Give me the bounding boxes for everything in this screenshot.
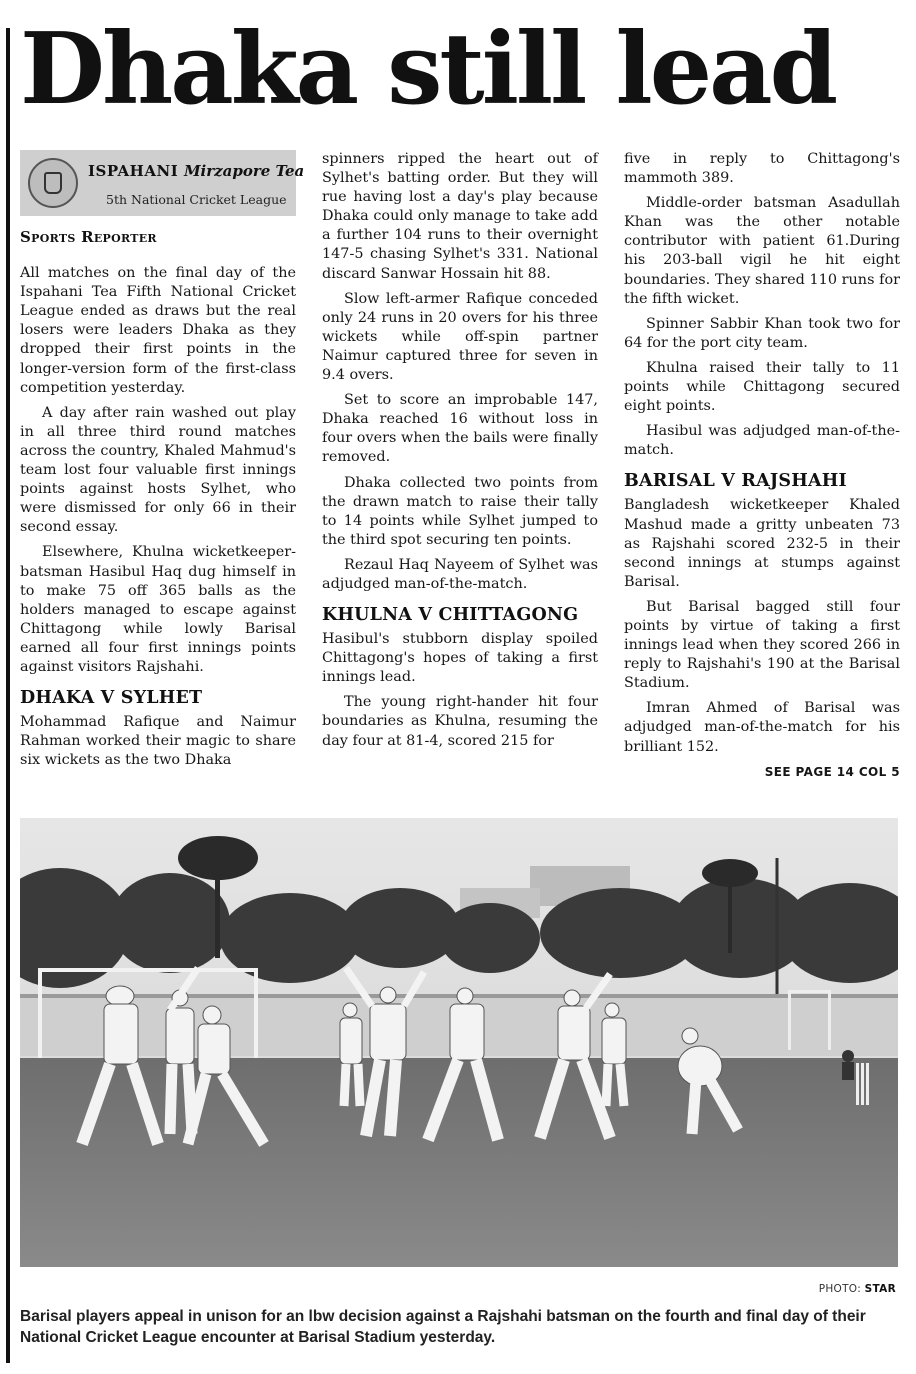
continuation-note: SEE PAGE 14 COL 5 bbox=[764, 764, 900, 779]
paragraph: Mohammad Rafique and Naimur Rahman worked their magic to share six wickets as the two Dhaka bbox=[20, 714, 296, 769]
ispahani-logo-icon bbox=[28, 158, 78, 208]
subhead-khulna-v-chittagong: KHULNA V CHITTAGONG bbox=[322, 605, 579, 626]
paragraph: Slow left-armer Rafique conceded only 24 runs in 20 overs for his three wickets while off-spin partner Naimur captured three for seven in 9.4 overs. bbox=[322, 290, 598, 384]
paragraph: Imran Ahmed of Barisal was adjudged man-of-the-match for his brilliant 152. bbox=[624, 700, 900, 755]
paragraph: Dhaka collected two points from the drawn match to raise their tally to 14 points while Sylhet jumped to the third spot securing ten points. bbox=[322, 474, 598, 548]
paragraph: The young right-hander hit four boundaries as Khulna, resuming the day four at 81-4, scored 215 for bbox=[322, 694, 598, 749]
paragraph: Khulna raised their tally to 11 points while Chittagong secured eight points. bbox=[624, 359, 900, 415]
sponsor-brand: ISPAHANI Mirzapore Tea bbox=[88, 162, 305, 180]
paragraph: five in reply to Chittagong's mammoth 389. bbox=[624, 151, 900, 187]
paragraph: All matches on the final day of the Ispahani Tea Fifth National Cricket League ended as draws but the real losers were leaders Dhaka as they dropped their first points in the longer-version form of the first-class competition yesterday. bbox=[20, 265, 296, 396]
article-column-1 bbox=[20, 150, 305, 776]
paragraph: Hasibul's stubborn display spoiled Chittagong's hopes of taking a first innings lead. bbox=[322, 631, 598, 686]
article-column-3 bbox=[624, 150, 900, 782]
paragraph: Set to score an improbable 147, Dhaka reached 16 without loss in four overs when the bails were finally removed. bbox=[322, 392, 598, 466]
cricket-photo bbox=[20, 818, 898, 1267]
paragraph: Spinner Sabbir Khan took two for 64 for the port city team. bbox=[624, 315, 900, 351]
left-column-rule bbox=[6, 28, 10, 1363]
paragraph: Hasibul was adjudged man-of-the-match. bbox=[624, 423, 900, 459]
paragraph: Middle-order batsman Asadullah Khan was the other notable contributor with patient 61.During his 203-ball vigil he hit eight boundaries. They shared 110 runs for the fifth wicket. bbox=[624, 195, 900, 307]
headline: Dhaka still lead bbox=[20, 12, 836, 127]
sponsor-banner bbox=[20, 150, 305, 216]
subhead-barisal-v-rajshahi: BARISAL V RAJSHAHI bbox=[624, 471, 847, 492]
subhead-dhaka-v-sylhet: DHAKA V SYLHET bbox=[20, 688, 203, 709]
byline: Sports Reporter bbox=[20, 228, 157, 246]
paragraph: spinners ripped the heart out of Sylhet's batting order. But they will rue having lost a day's play because Dhaka could only manage to take add a further 104 runs to their overnight 147-5 chasing Sylhet's 331. National discard Sanwar Hossain hit 88. bbox=[322, 151, 598, 282]
paragraph: Rezaul Haq Nayeem of Sylhet was adjudged man-of-the-match. bbox=[322, 556, 598, 592]
paragraph: Bangladesh wicketkeeper Khaled Mashud made a gritty unbeaten 73 as Rajshahi scored 232-5 in their second innings at stumps against Barisal. bbox=[624, 497, 900, 590]
cricket-photo-illustration bbox=[20, 818, 898, 1267]
photo-credit: PHOTO: STAR bbox=[818, 1283, 896, 1295]
photo-caption: Barisal players appeal in unison for an lbw decision against a Rajshahi batsman on the fourth and final day of their National Cricket League encounter at Barisal Stadium yesterday. bbox=[20, 1308, 866, 1346]
paragraph: Elsewhere, Khulna wicketkeeper-batsman Hasibul Haq dug himself in to make 75 off 365 balls as the holders managed to escape against Chittagong while lowly Barisal earned all four first innings points against visitors Rajshahi. bbox=[20, 544, 296, 675]
paragraph: A day after rain washed out play in all three third round matches across the country, Khaled Mahmud's team lost four valuable first innings points against hosts Sylhet, who were dismissed for only 66 in their second essay. bbox=[20, 404, 296, 536]
article-column-2 bbox=[322, 150, 598, 757]
sponsor-league: 5th National Cricket League bbox=[106, 192, 287, 207]
paragraph: But Barisal bagged still four points by virtue of taking a first innings lead when they scored 266 in reply to Rajshahi's 190 at the Barisal Stadium. bbox=[624, 598, 900, 692]
